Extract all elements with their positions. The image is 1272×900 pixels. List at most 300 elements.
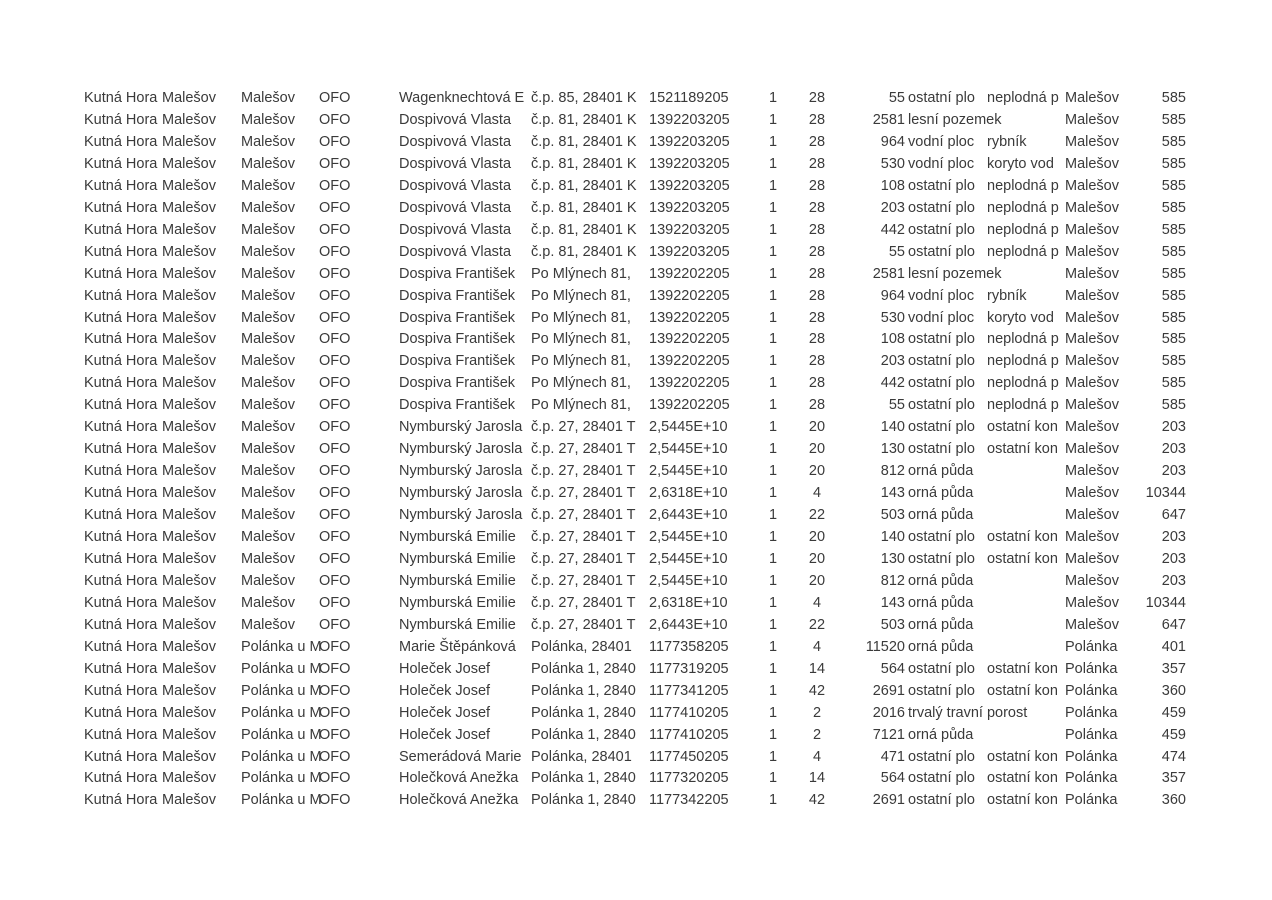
cell-cadastral-area: Malešov bbox=[241, 244, 295, 260]
cell-owner-type: OFO bbox=[319, 705, 351, 721]
cell-area: 55 bbox=[888, 397, 905, 413]
cell-district: Kutná Hora bbox=[84, 507, 158, 523]
table-row bbox=[0, 592, 1272, 614]
cell-share-num: 1 bbox=[768, 727, 778, 743]
cell-lv-number: 203 bbox=[1161, 551, 1186, 567]
cell-district: Kutná Hora bbox=[84, 683, 158, 699]
cell-owner-type: OFO bbox=[319, 770, 351, 786]
cell-cadastral-area: Malešov bbox=[241, 156, 295, 172]
cell-area: 55 bbox=[888, 90, 905, 106]
cell-owner-id: 1177319205 bbox=[649, 661, 729, 677]
cell-area: 143 bbox=[880, 485, 905, 501]
cell-owner-type: OFO bbox=[319, 112, 351, 128]
cell-location: Malešov bbox=[1065, 310, 1119, 326]
cell-location: Malešov bbox=[1065, 288, 1119, 304]
cell-share-num: 1 bbox=[768, 112, 778, 128]
cell-district: Kutná Hora bbox=[84, 727, 158, 743]
cell-owner-type: OFO bbox=[319, 222, 351, 238]
table-row bbox=[0, 789, 1272, 811]
cell-cadastral-area: Malešov bbox=[241, 595, 295, 611]
cell-cadastral-area: Malešov bbox=[241, 463, 295, 479]
cell-owner-address: Po Mlýnech 81, bbox=[531, 266, 631, 282]
cell-owner-address: Po Mlýnech 81, bbox=[531, 331, 631, 347]
table-row bbox=[0, 241, 1272, 263]
cell-owner-id: 1177410205 bbox=[649, 705, 729, 721]
cell-owner-type: OFO bbox=[319, 617, 351, 633]
cell-share-num: 1 bbox=[768, 463, 778, 479]
table-row bbox=[0, 482, 1272, 504]
cell-share-num: 1 bbox=[768, 639, 778, 655]
cell-owner-address: Polánka 1, 2840 bbox=[531, 705, 636, 721]
cell-lv-number: 585 bbox=[1161, 353, 1186, 369]
cell-district: Kutná Hora bbox=[84, 485, 158, 501]
cell-owner-name: Nymburský Jarosla bbox=[399, 419, 523, 435]
cell-owner-name: Dospivová Vlasta bbox=[399, 156, 512, 172]
cell-lv-number: 10344 bbox=[1145, 485, 1186, 501]
cell-land-use: ostatní kon bbox=[987, 529, 1058, 545]
cell-location: Polánka bbox=[1065, 749, 1118, 765]
cell-municipality: Malešov bbox=[162, 90, 216, 106]
cell-municipality: Malešov bbox=[162, 551, 216, 567]
cell-owner-name: Dospiva František bbox=[399, 331, 516, 347]
cell-cadastral-area: Malešov bbox=[241, 617, 295, 633]
cell-land-use: neplodná p bbox=[987, 375, 1059, 391]
cell-owner-address: č.p. 27, 28401 T bbox=[531, 617, 636, 633]
cell-municipality: Malešov bbox=[162, 222, 216, 238]
cell-land-type: vodní ploc bbox=[908, 156, 975, 172]
cell-municipality: Malešov bbox=[162, 683, 216, 699]
cell-lv-number: 585 bbox=[1161, 375, 1186, 391]
cell-owner-name: Holečková Anežka bbox=[399, 792, 519, 808]
cell-owner-address: č.p. 81, 28401 K bbox=[531, 156, 637, 172]
cell-district: Kutná Hora bbox=[84, 770, 158, 786]
cell-cadastral-area: Malešov bbox=[241, 573, 295, 589]
cell-lv-number: 357 bbox=[1161, 661, 1186, 677]
cell-owner-name: Holečková Anežka bbox=[399, 770, 519, 786]
cell-owner-id: 2,5445E+10 bbox=[649, 463, 728, 479]
cell-share-num: 1 bbox=[768, 397, 778, 413]
cell-sheet-no: 28 bbox=[808, 397, 826, 413]
cell-lv-number: 585 bbox=[1161, 244, 1186, 260]
cell-land-type: vodní ploc bbox=[908, 310, 975, 326]
cell-share-num: 1 bbox=[768, 683, 778, 699]
cell-lv-number: 585 bbox=[1161, 397, 1186, 413]
cell-owner-type: OFO bbox=[319, 310, 351, 326]
cell-land-type: orná půda bbox=[908, 639, 974, 655]
cell-land-use: ostatní kon bbox=[987, 683, 1058, 699]
cell-lv-number: 203 bbox=[1161, 463, 1186, 479]
cell-owner-type: OFO bbox=[319, 595, 351, 611]
cell-share-num: 1 bbox=[768, 288, 778, 304]
cell-municipality: Malešov bbox=[162, 178, 216, 194]
cell-owner-id: 1177410205 bbox=[649, 727, 729, 743]
cell-municipality: Malešov bbox=[162, 244, 216, 260]
cell-owner-address: Polánka 1, 2840 bbox=[531, 661, 636, 677]
cell-sheet-no: 14 bbox=[808, 770, 826, 786]
cell-share-num: 1 bbox=[768, 310, 778, 326]
cell-owner-address: č.p. 81, 28401 K bbox=[531, 112, 637, 128]
cell-owner-address: Polánka 1, 2840 bbox=[531, 683, 636, 699]
cell-municipality: Malešov bbox=[162, 441, 216, 457]
cell-owner-type: OFO bbox=[319, 266, 351, 282]
cell-cadastral-area: Malešov bbox=[241, 507, 295, 523]
cell-owner-name: Dospivová Vlasta bbox=[399, 112, 512, 128]
cell-owner-name: Dospivová Vlasta bbox=[399, 178, 512, 194]
cell-share-num: 1 bbox=[768, 595, 778, 611]
table-row bbox=[0, 372, 1272, 394]
cell-share-num: 1 bbox=[768, 573, 778, 589]
cell-lv-number: 459 bbox=[1161, 705, 1186, 721]
cell-land-type: ostatní plo bbox=[908, 178, 975, 194]
cell-district: Kutná Hora bbox=[84, 178, 158, 194]
cell-land-use: rybník bbox=[987, 288, 1027, 304]
cell-owner-type: OFO bbox=[319, 244, 351, 260]
cell-owner-type: OFO bbox=[319, 551, 351, 567]
cell-location: Malešov bbox=[1065, 112, 1119, 128]
table-row bbox=[0, 746, 1272, 768]
cell-sheet-no: 28 bbox=[808, 375, 826, 391]
table-row bbox=[0, 680, 1272, 702]
cell-owner-name: Holeček Josef bbox=[399, 661, 491, 677]
cell-area: 503 bbox=[880, 617, 905, 633]
cell-location: Polánka bbox=[1065, 661, 1118, 677]
cell-area: 2581 bbox=[872, 266, 905, 282]
cell-district: Kutná Hora bbox=[84, 617, 158, 633]
cell-area: 203 bbox=[880, 353, 905, 369]
cell-owner-id: 1392203205 bbox=[649, 112, 730, 128]
cell-district: Kutná Hora bbox=[84, 288, 158, 304]
cell-land-use: ostatní kon bbox=[987, 441, 1058, 457]
cell-cadastral-area: Malešov bbox=[241, 375, 295, 391]
table-row bbox=[0, 526, 1272, 548]
cell-land-type: trvalý travní porost bbox=[908, 705, 1028, 721]
cell-municipality: Malešov bbox=[162, 727, 216, 743]
cell-location: Polánka bbox=[1065, 683, 1118, 699]
cell-municipality: Malešov bbox=[162, 661, 216, 677]
cell-share-num: 1 bbox=[768, 792, 778, 808]
cell-sheet-no: 20 bbox=[808, 419, 826, 435]
cell-area: 130 bbox=[880, 441, 905, 457]
cell-lv-number: 585 bbox=[1161, 288, 1186, 304]
cell-location: Malešov bbox=[1065, 573, 1119, 589]
cell-owner-name: Nymburský Jarosla bbox=[399, 463, 523, 479]
cell-location: Malešov bbox=[1065, 244, 1119, 260]
cell-owner-type: OFO bbox=[319, 485, 351, 501]
cell-owner-name: Nymburský Jarosla bbox=[399, 485, 523, 501]
cell-share-num: 1 bbox=[768, 222, 778, 238]
cell-owner-id: 2,6318E+10 bbox=[649, 595, 728, 611]
cell-area: 442 bbox=[880, 222, 905, 238]
cell-land-type: orná půda bbox=[908, 485, 974, 501]
cell-owner-name: Nymburská Emilie bbox=[399, 529, 516, 545]
cell-owner-address: Polánka 1, 2840 bbox=[531, 770, 636, 786]
cell-share-num: 1 bbox=[768, 441, 778, 457]
cell-owner-type: OFO bbox=[319, 331, 351, 347]
cell-land-type: orná půda bbox=[908, 507, 974, 523]
table-row bbox=[0, 416, 1272, 438]
cell-municipality: Malešov bbox=[162, 529, 216, 545]
cell-area: 203 bbox=[880, 200, 905, 216]
cell-location: Malešov bbox=[1065, 200, 1119, 216]
cell-district: Kutná Hora bbox=[84, 244, 158, 260]
cell-owner-address: Po Mlýnech 81, bbox=[531, 310, 631, 326]
table-row bbox=[0, 219, 1272, 241]
cell-share-num: 1 bbox=[768, 485, 778, 501]
cell-owner-type: OFO bbox=[319, 573, 351, 589]
cell-lv-number: 585 bbox=[1161, 134, 1186, 150]
cell-lv-number: 459 bbox=[1161, 727, 1186, 743]
cell-lv-number: 357 bbox=[1161, 770, 1186, 786]
cell-owner-name: Nymburský Jarosla bbox=[399, 507, 523, 523]
cell-cadastral-area: Malešov bbox=[241, 529, 295, 545]
cell-owner-id: 2,6318E+10 bbox=[649, 485, 728, 501]
cell-owner-id: 2,6443E+10 bbox=[649, 617, 728, 633]
cell-sheet-no: 28 bbox=[808, 288, 826, 304]
cell-district: Kutná Hora bbox=[84, 375, 158, 391]
cell-lv-number: 360 bbox=[1161, 792, 1186, 808]
cell-cadastral-area: Polánka u M bbox=[241, 705, 322, 721]
cell-owner-id: 1392202205 bbox=[649, 288, 730, 304]
cell-lv-number: 203 bbox=[1161, 529, 1186, 545]
cell-owner-name: Semerádová Marie bbox=[399, 749, 522, 765]
cell-share-num: 1 bbox=[768, 156, 778, 172]
cell-location: Polánka bbox=[1065, 792, 1118, 808]
cell-owner-name: Marie Štěpánková bbox=[399, 639, 516, 655]
cell-district: Kutná Hora bbox=[84, 156, 158, 172]
cell-owner-id: 1177342205 bbox=[649, 792, 729, 808]
cell-cadastral-area: Polánka u M bbox=[241, 727, 322, 743]
cell-municipality: Malešov bbox=[162, 397, 216, 413]
cell-area: 471 bbox=[880, 749, 905, 765]
cell-land-type: orná půda bbox=[908, 595, 974, 611]
cell-cadastral-area: Malešov bbox=[241, 397, 295, 413]
cell-owner-type: OFO bbox=[319, 792, 351, 808]
cell-land-type: ostatní plo bbox=[908, 331, 975, 347]
cell-cadastral-area: Malešov bbox=[241, 441, 295, 457]
cell-cadastral-area: Malešov bbox=[241, 178, 295, 194]
cell-share-num: 1 bbox=[768, 705, 778, 721]
table-row bbox=[0, 460, 1272, 482]
table-row bbox=[0, 328, 1272, 350]
cell-owner-address: č.p. 27, 28401 T bbox=[531, 441, 636, 457]
cell-district: Kutná Hora bbox=[84, 112, 158, 128]
cell-owner-address: č.p. 27, 28401 T bbox=[531, 463, 636, 479]
cell-location: Malešov bbox=[1065, 353, 1119, 369]
table-row bbox=[0, 285, 1272, 307]
cell-owner-id: 1392203205 bbox=[649, 244, 730, 260]
cell-sheet-no: 28 bbox=[808, 222, 826, 238]
cell-owner-name: Dospivová Vlasta bbox=[399, 222, 512, 238]
table-row bbox=[0, 548, 1272, 570]
cell-district: Kutná Hora bbox=[84, 639, 158, 655]
cell-area: 442 bbox=[880, 375, 905, 391]
cell-cadastral-area: Polánka u M bbox=[241, 770, 322, 786]
table-row bbox=[0, 131, 1272, 153]
cell-lv-number: 203 bbox=[1161, 573, 1186, 589]
cell-location: Malešov bbox=[1065, 617, 1119, 633]
cell-land-type: ostatní plo bbox=[908, 419, 975, 435]
cell-district: Kutná Hora bbox=[84, 551, 158, 567]
cell-owner-name: Nymburská Emilie bbox=[399, 595, 516, 611]
cell-owner-name: Dospiva František bbox=[399, 288, 516, 304]
cell-municipality: Malešov bbox=[162, 463, 216, 479]
cell-location: Malešov bbox=[1065, 595, 1119, 611]
cell-municipality: Malešov bbox=[162, 353, 216, 369]
cell-land-type: ostatní plo bbox=[908, 244, 975, 260]
cell-owner-type: OFO bbox=[319, 749, 351, 765]
cell-location: Polánka bbox=[1065, 639, 1118, 655]
cell-district: Kutná Hora bbox=[84, 134, 158, 150]
cell-sheet-no: 2 bbox=[812, 705, 822, 721]
cell-owner-address: Polánka, 28401 bbox=[531, 749, 632, 765]
cell-owner-id: 1177320205 bbox=[649, 770, 729, 786]
table-row bbox=[0, 197, 1272, 219]
cell-municipality: Malešov bbox=[162, 375, 216, 391]
cell-area: 2691 bbox=[872, 792, 905, 808]
cell-sheet-no: 20 bbox=[808, 551, 826, 567]
cell-land-use: neplodná p bbox=[987, 331, 1059, 347]
cell-owner-id: 2,5445E+10 bbox=[649, 551, 728, 567]
cell-district: Kutná Hora bbox=[84, 529, 158, 545]
cell-owner-name: Holeček Josef bbox=[399, 727, 491, 743]
cell-sheet-no: 42 bbox=[808, 792, 826, 808]
cell-location: Malešov bbox=[1065, 375, 1119, 391]
cell-district: Kutná Hora bbox=[84, 661, 158, 677]
table-row bbox=[0, 350, 1272, 372]
cell-sheet-no: 4 bbox=[812, 639, 822, 655]
cell-municipality: Malešov bbox=[162, 200, 216, 216]
cell-land-use: neplodná p bbox=[987, 200, 1059, 216]
table-row bbox=[0, 570, 1272, 592]
cell-area: 812 bbox=[880, 573, 905, 589]
cell-share-num: 1 bbox=[768, 134, 778, 150]
cell-area: 2016 bbox=[872, 705, 905, 721]
cell-owner-type: OFO bbox=[319, 178, 351, 194]
cell-area: 140 bbox=[880, 419, 905, 435]
cell-lv-number: 203 bbox=[1161, 441, 1186, 457]
cell-area: 55 bbox=[888, 244, 905, 260]
cell-sheet-no: 28 bbox=[808, 244, 826, 260]
cell-municipality: Malešov bbox=[162, 156, 216, 172]
cell-cadastral-area: Polánka u M bbox=[241, 661, 322, 677]
cell-area: 812 bbox=[880, 463, 905, 479]
cell-area: 564 bbox=[880, 770, 905, 786]
cell-lv-number: 585 bbox=[1161, 310, 1186, 326]
cell-lv-number: 585 bbox=[1161, 178, 1186, 194]
cell-lv-number: 474 bbox=[1161, 749, 1186, 765]
cell-owner-name: Dospiva František bbox=[399, 353, 516, 369]
cell-sheet-no: 28 bbox=[808, 310, 826, 326]
cell-cadastral-area: Malešov bbox=[241, 310, 295, 326]
cell-cadastral-area: Polánka u M bbox=[241, 683, 322, 699]
cell-sheet-no: 28 bbox=[808, 178, 826, 194]
table-row bbox=[0, 636, 1272, 658]
cell-sheet-no: 28 bbox=[808, 266, 826, 282]
cell-lv-number: 585 bbox=[1161, 112, 1186, 128]
cell-lv-number: 585 bbox=[1161, 90, 1186, 106]
cell-municipality: Malešov bbox=[162, 485, 216, 501]
cell-owner-id: 1392202205 bbox=[649, 375, 730, 391]
table-row bbox=[0, 614, 1272, 636]
cell-share-num: 1 bbox=[768, 617, 778, 633]
cell-sheet-no: 28 bbox=[808, 112, 826, 128]
cell-land-use: rybník bbox=[987, 134, 1027, 150]
table-row bbox=[0, 658, 1272, 680]
cell-land-type: ostatní plo bbox=[908, 200, 975, 216]
cell-district: Kutná Hora bbox=[84, 331, 158, 347]
cell-land-type: orná půda bbox=[908, 573, 974, 589]
cell-owner-address: č.p. 27, 28401 T bbox=[531, 595, 636, 611]
table-row bbox=[0, 767, 1272, 789]
cell-land-use: koryto vod bbox=[987, 310, 1054, 326]
cell-sheet-no: 22 bbox=[808, 507, 826, 523]
cell-land-use: neplodná p bbox=[987, 244, 1059, 260]
cell-owner-type: OFO bbox=[319, 134, 351, 150]
cell-area: 530 bbox=[880, 310, 905, 326]
cell-share-num: 1 bbox=[768, 529, 778, 545]
cell-owner-id: 1177450205 bbox=[649, 749, 729, 765]
cell-share-num: 1 bbox=[768, 375, 778, 391]
cell-land-type: ostatní plo bbox=[908, 749, 975, 765]
cell-owner-id: 1392202205 bbox=[649, 397, 730, 413]
cell-owner-type: OFO bbox=[319, 441, 351, 457]
cell-lv-number: 585 bbox=[1161, 222, 1186, 238]
cell-owner-address: č.p. 27, 28401 T bbox=[531, 485, 636, 501]
cell-location: Malešov bbox=[1065, 266, 1119, 282]
cell-area: 143 bbox=[880, 595, 905, 611]
cell-owner-address: č.p. 81, 28401 K bbox=[531, 222, 637, 238]
cell-municipality: Malešov bbox=[162, 595, 216, 611]
cell-owner-id: 2,6443E+10 bbox=[649, 507, 728, 523]
cell-land-type: ostatní plo bbox=[908, 222, 975, 238]
cell-area: 2691 bbox=[872, 683, 905, 699]
table-row bbox=[0, 263, 1272, 285]
cell-lv-number: 647 bbox=[1161, 507, 1186, 523]
cell-district: Kutná Hora bbox=[84, 222, 158, 238]
cell-lv-number: 585 bbox=[1161, 156, 1186, 172]
cell-area: 130 bbox=[880, 551, 905, 567]
cell-owner-address: č.p. 81, 28401 K bbox=[531, 244, 637, 260]
cell-sheet-no: 2 bbox=[812, 727, 822, 743]
cell-district: Kutná Hora bbox=[84, 419, 158, 435]
cell-municipality: Malešov bbox=[162, 573, 216, 589]
cell-location: Polánka bbox=[1065, 727, 1118, 743]
cell-share-num: 1 bbox=[768, 90, 778, 106]
cell-location: Malešov bbox=[1065, 134, 1119, 150]
cell-district: Kutná Hora bbox=[84, 310, 158, 326]
cell-land-type: ostatní plo bbox=[908, 397, 975, 413]
cell-owner-name: Nymburský Jarosla bbox=[399, 441, 523, 457]
cell-land-use: ostatní kon bbox=[987, 792, 1058, 808]
cell-owner-type: OFO bbox=[319, 507, 351, 523]
cell-district: Kutná Hora bbox=[84, 749, 158, 765]
cell-district: Kutná Hora bbox=[84, 463, 158, 479]
cell-municipality: Malešov bbox=[162, 266, 216, 282]
cell-location: Malešov bbox=[1065, 529, 1119, 545]
cell-land-use: neplodná p bbox=[987, 353, 1059, 369]
cell-owner-id: 2,5445E+10 bbox=[649, 573, 728, 589]
cell-district: Kutná Hora bbox=[84, 573, 158, 589]
cell-municipality: Malešov bbox=[162, 134, 216, 150]
cell-land-use: ostatní kon bbox=[987, 770, 1058, 786]
cell-municipality: Malešov bbox=[162, 705, 216, 721]
cell-municipality: Malešov bbox=[162, 288, 216, 304]
table-row bbox=[0, 394, 1272, 416]
cell-district: Kutná Hora bbox=[84, 353, 158, 369]
cell-cadastral-area: Malešov bbox=[241, 222, 295, 238]
cell-location: Malešov bbox=[1065, 397, 1119, 413]
cell-land-type: ostatní plo bbox=[908, 792, 975, 808]
